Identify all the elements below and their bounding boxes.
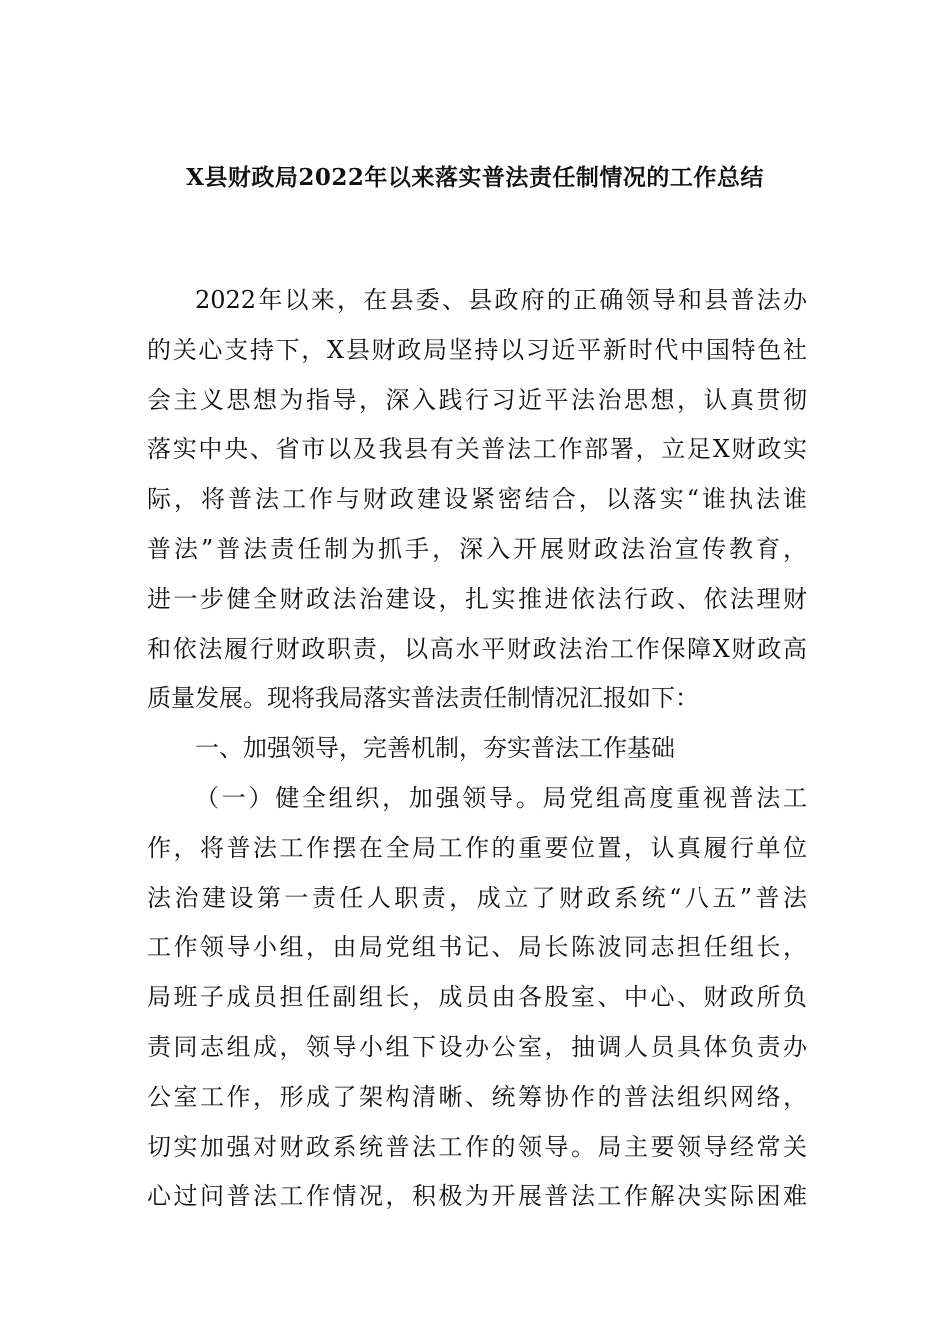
- paragraph-line: 工作领导小组，由局党组书记、局长陈波同志担任组长，: [147, 933, 807, 962]
- paragraph-line: 责同志组成，领导小组下设办公室，抽调人员具体负责办: [147, 1032, 807, 1061]
- paragraph-line: 心过问普法工作情况，积极为开展普法工作解决实际困难: [147, 1182, 807, 1211]
- document-title: X县财政局2022年以来落实普法责任制情况的工作总结: [186, 164, 764, 191]
- paragraph-line: 进一步健全财政法治建设，扎实推进依法行政、依法理财: [147, 584, 807, 613]
- paragraph-line: 2022年以来，在县委、县政府的正确领导和县普法办: [195, 286, 807, 314]
- paragraph-line: 法治建设第一责任人职责，成立了财政系统“八五”普法: [147, 883, 807, 912]
- paragraph-line: 公室工作，形成了架构清晰、统筹协作的普法组织网络，: [147, 1082, 807, 1111]
- paragraph-line: 会主义思想为指导，深入践行习近平法治思想，认真贯彻: [147, 385, 807, 414]
- paragraph-line: （一）健全组织，加强领导。局党组高度重视普法工: [195, 783, 807, 812]
- paragraph-line: 和依法履行财政职责，以高水平财政法治工作保障X财政高: [147, 634, 807, 663]
- paragraph-line: 落实中央、省市以及我县有关普法工作部署，立足X财政实: [147, 435, 807, 464]
- paragraph-line: 际，将普法工作与财政建设紧密结合，以落实“谁执法谁: [147, 485, 807, 514]
- paragraph-line: 切实加强对财政系统普法工作的领导。局主要领导经常关: [147, 1132, 807, 1161]
- paragraph-line: 质量发展。现将我局落实普法责任制情况汇报如下：: [147, 684, 699, 713]
- paragraph-line: 普法”普法责任制为抓手，深入开展财政法治宣传教育，: [147, 534, 807, 563]
- paragraph-line: 局班子成员担任副组长，成员由各股室、中心、财政所负: [147, 983, 807, 1012]
- document-body: [147, 276, 807, 1222]
- paragraph-line: 的关心支持下，X县财政局坚持以习近平新时代中国特色社: [147, 335, 807, 364]
- section-heading: 一、加强领导，完善机制，夯实普法工作基础: [195, 734, 675, 763]
- paragraph-line: 作，将普法工作摆在全局工作的重要位置，认真履行单位: [147, 833, 807, 862]
